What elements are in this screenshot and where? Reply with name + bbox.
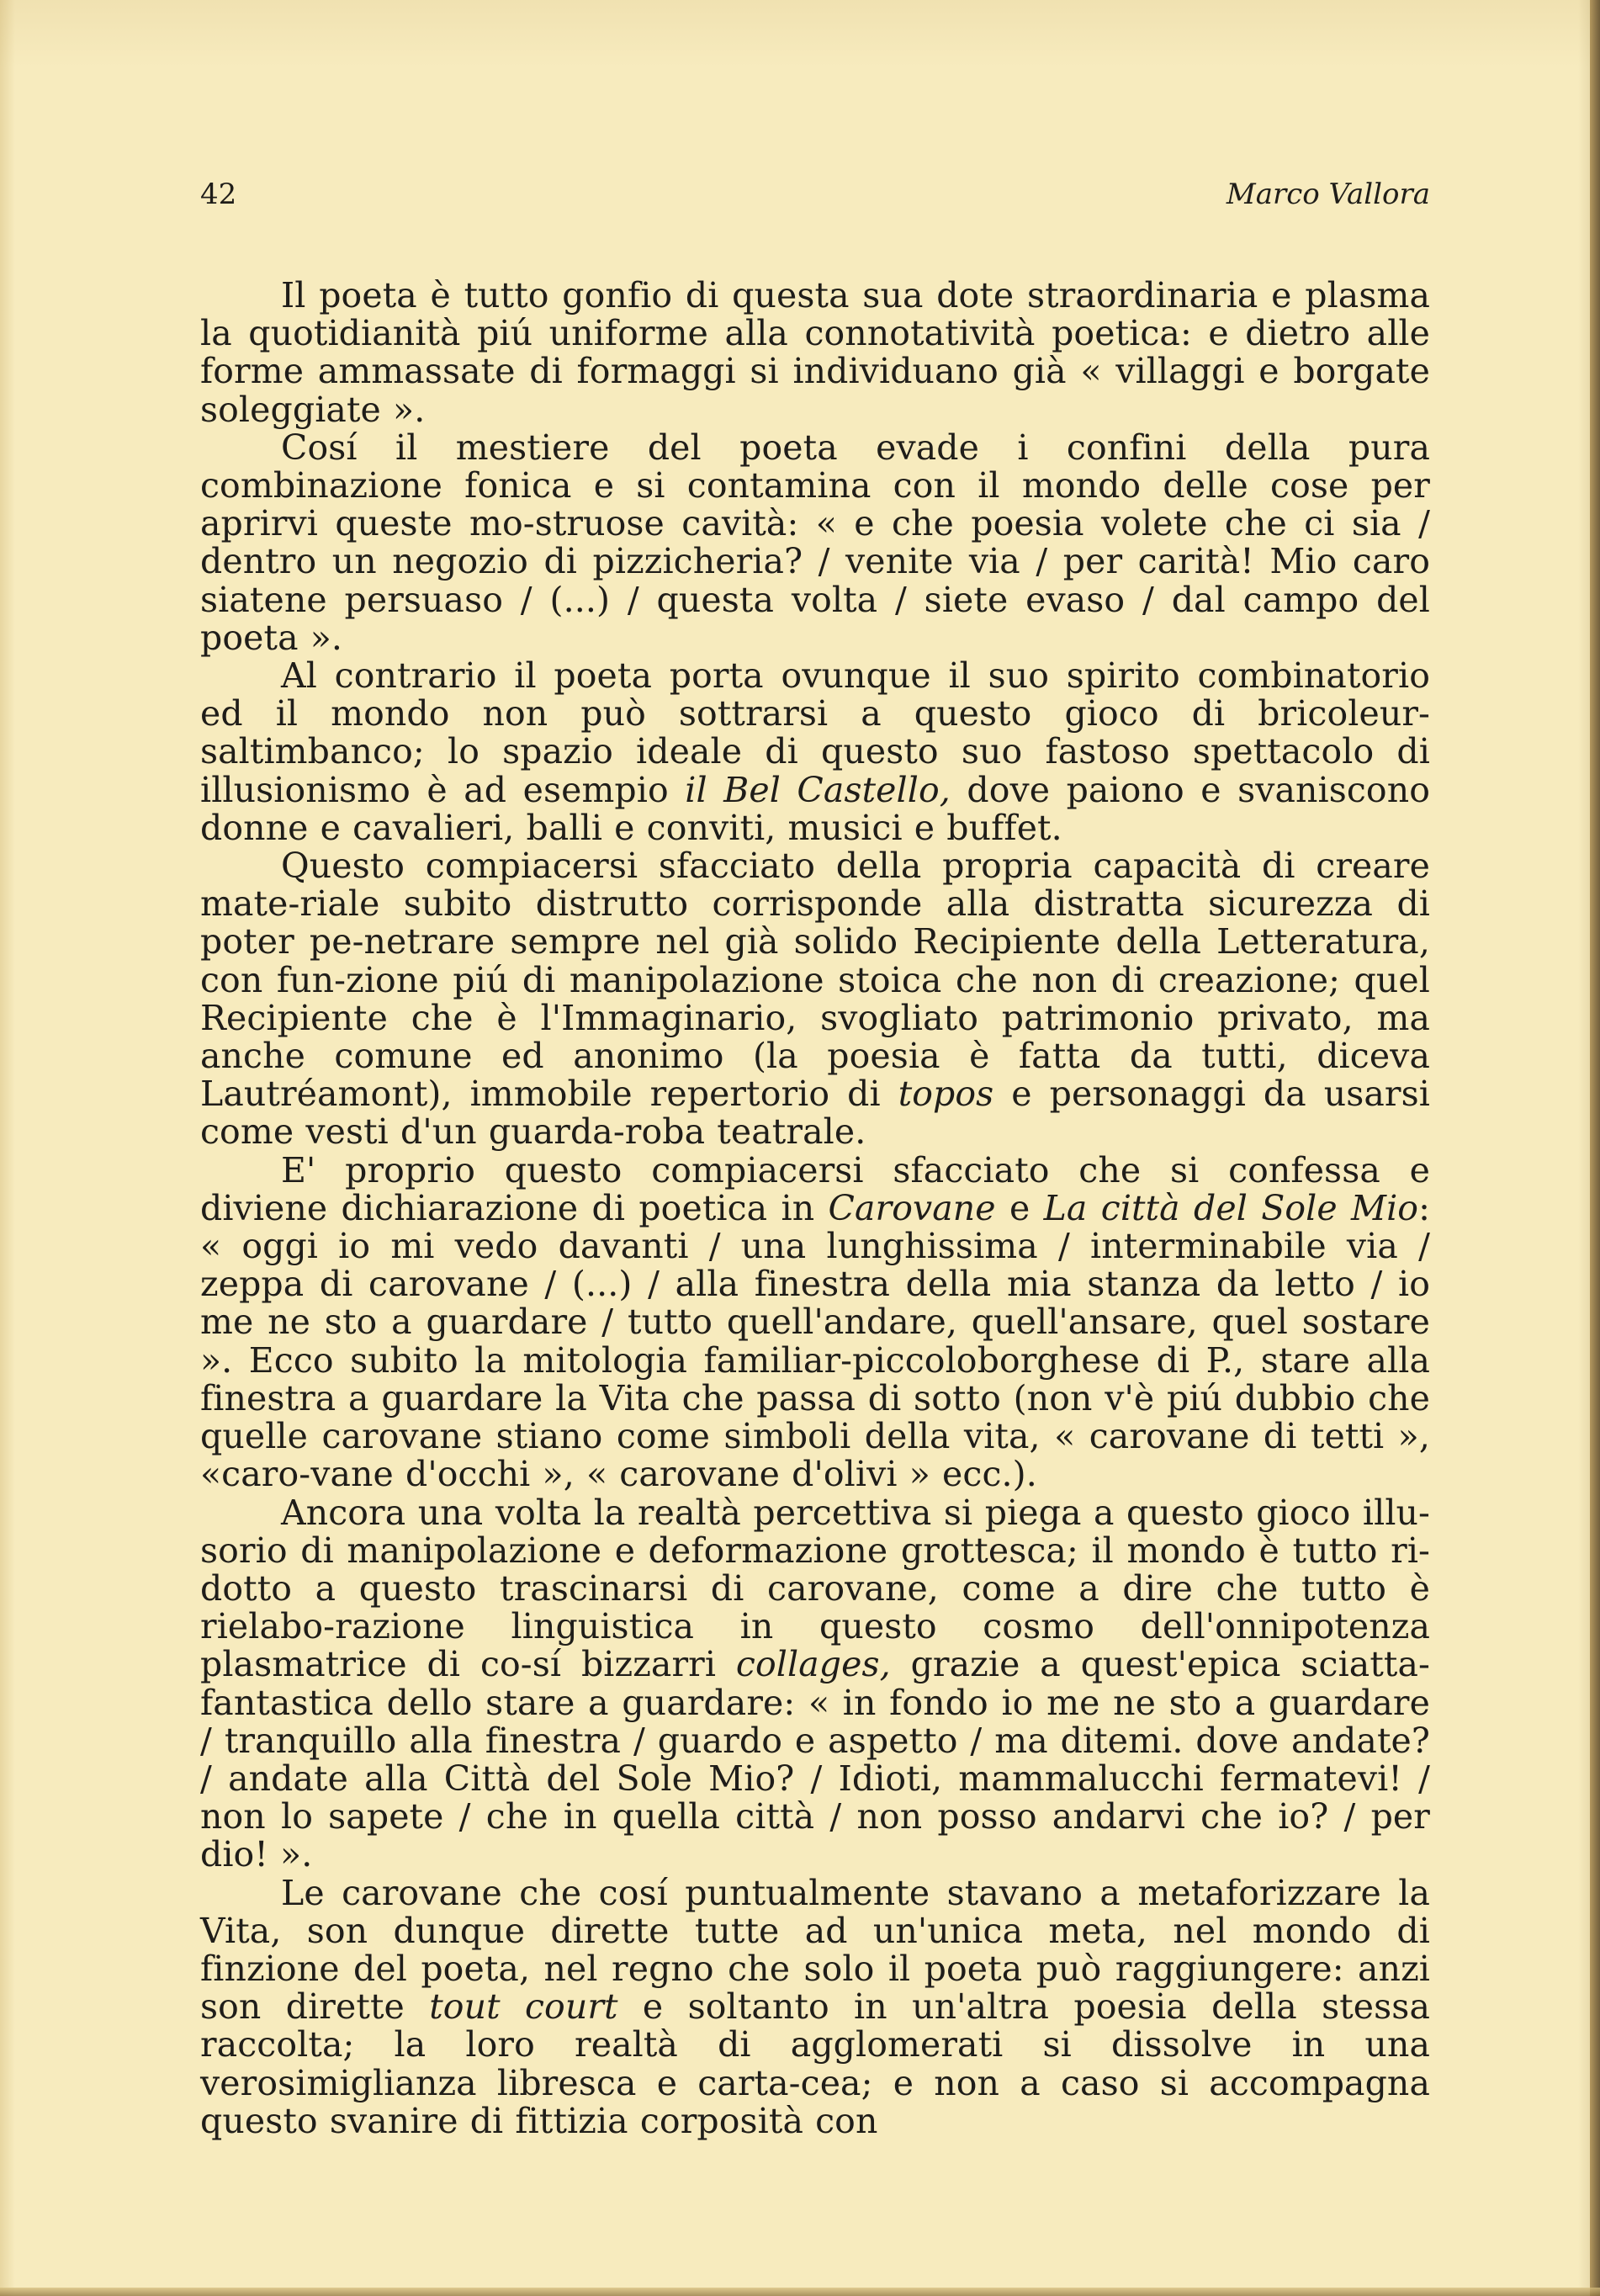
paragraph-5-text-b: e xyxy=(995,1187,1044,1228)
paragraph-6 xyxy=(200,1494,1430,1874)
paragraph-7-italic-term: tout court xyxy=(429,1986,618,2028)
page-header xyxy=(200,180,1430,231)
paragraph-4-italic-term: topos xyxy=(898,1074,994,1115)
paragraph-5-text-a: E' proprio questo compiacersi sfacciato che si confessa e diviene dichiarazione di poetica in xyxy=(200,1149,1430,1228)
paragraph-1-text: Il poeta è tutto gonfio di questa sua dote straordinaria e plasma la quotidianità piú uniforme alla connotatività poetica: e dietro alle forme ammassate di formaggi si individuano già « villaggi e borgate soleggiate ». xyxy=(200,275,1430,430)
paragraph-2-text: Cosí il mestiere del poeta evade i confini della pura combinazione fonica e si contamina con il mondo delle cose per aprirvi queste mo-struose cavità: « e che poesia volete che ci sia / dentro un negozio di pizzicheria? / venite via / per carità! Mio caro siatene persuaso / (...) / questa volta / siete evaso / dal campo del poeta ». xyxy=(200,427,1430,658)
paragraph-7 xyxy=(200,1874,1430,2140)
body-text xyxy=(200,277,1430,2140)
paragraph-3-text-b: dove paiono e svaniscono donne e cavalieri, balli e conviti, musici e buffet. xyxy=(200,769,1431,848)
page-number: 42 xyxy=(200,178,237,211)
paragraph-6-text-a: Ancora una volta la realtà percettiva si piega a questo gioco illu-sorio di manipolazione e deformazione grottesca; il mondo è tutto ri-dotto a questo trascinarsi di carovane, come a dire che tutto è rielabo-razione linguistica in questo cosmo dell'onnipotenza plasmatrice di co-sí bizzarri xyxy=(200,1492,1430,1685)
paragraph-7-text-a: Le carovane che cosí puntualmente stavano a metaforizzare la Vita, son dunque dirette tutte ad un'unica meta, nel mondo di finzione del poeta, nel regno che solo il poeta può raggiungere: anzi son dirette xyxy=(200,1872,1430,2028)
paragraph-6-italic-term: collages, xyxy=(735,1644,891,1685)
paragraph-5-italic-title-1: Carovane xyxy=(828,1187,996,1228)
paragraph-3-italic-title: il Bel Castello, xyxy=(685,769,951,810)
paragraph-6-text-b: grazie a quest'epica sciatta-fantastica dello stare a guardare: « in fondo io me ne sto a guardare / tranquillo alla finestra / guardo e aspetto / ma ditemi. dove andate? / andate alla Città del Sole Mio? / Idioti, mammalucchi fermatevi! / non lo sapete / che in quella città / non posso andarvi che io? / per dio! ». xyxy=(200,1644,1430,1875)
paragraph-3-text-a: Al contrario il poeta porta ovunque il suo spirito combinatorio ed il mondo non può sottrarsi a questo gioco di bricoleur-saltimbanco; lo spazio ideale di questo suo fastoso spettacolo di illusionismo è ad esempio xyxy=(200,655,1430,810)
running-head: Marco Vallora xyxy=(1226,178,1430,211)
paragraph-5 xyxy=(200,1149,1431,1495)
paragraph-2 xyxy=(200,429,1430,657)
paragraph-5-text-c: : « oggi io mi vedo davanti / una lunghissima / interminabile via / zeppa di carovane / (...) / alla finestra della mia stanza da letto / io me ne sto a guardare / tutto quell'andare, quell'ansare, quel sostare ». Ecco subito la mitologia familiar-piccoloborghese di P., stare alla finestra a guardare la Vita che passa di sotto (non v'è piú dubbio che quelle carovane stiano come simboli della vita, « carovane di tetti », «caro-vane d'occhi », « carovane d'olivi » ecc.). xyxy=(200,1187,1431,1495)
paragraph-4-text-b: e personaggi da usarsi come vesti d'un guarda-roba teatrale. xyxy=(200,1074,1430,1153)
page-bottom-edge xyxy=(0,2288,1600,2296)
paragraph-7-text-b: e soltanto in un'altra poesia della stessa raccolta; la loro realtà di agglomerati si dissolve in una verosimiglianza libresca e carta-cea; e non a caso si accompagna questo svanire di fittizia corposità con xyxy=(200,1986,1430,2141)
paragraph-5-italic-title-2: La città del Sole Mio xyxy=(1043,1187,1419,1228)
paragraph-1 xyxy=(200,277,1430,429)
paragraph-3 xyxy=(200,657,1430,847)
paragraph-4-text-a: Questo compiacersi sfacciato della propria capacità di creare mate-riale subito distrutto corrisponde alla distratta sicurezza di poter pe-netrare sempre nel già solido Recipiente della Letteratura, con fun-zione piú di manipolazione stoica che non di creazione; quel Recipiente che è l'Immaginario, svogliato patrimonio privato, ma anche comune ed anonimo (la poesia è fatta da tutti, diceva Lautréamont), immobile repertorio di xyxy=(200,846,1430,1115)
page-right-edge xyxy=(1590,0,1600,2296)
paragraph-4 xyxy=(200,847,1430,1152)
